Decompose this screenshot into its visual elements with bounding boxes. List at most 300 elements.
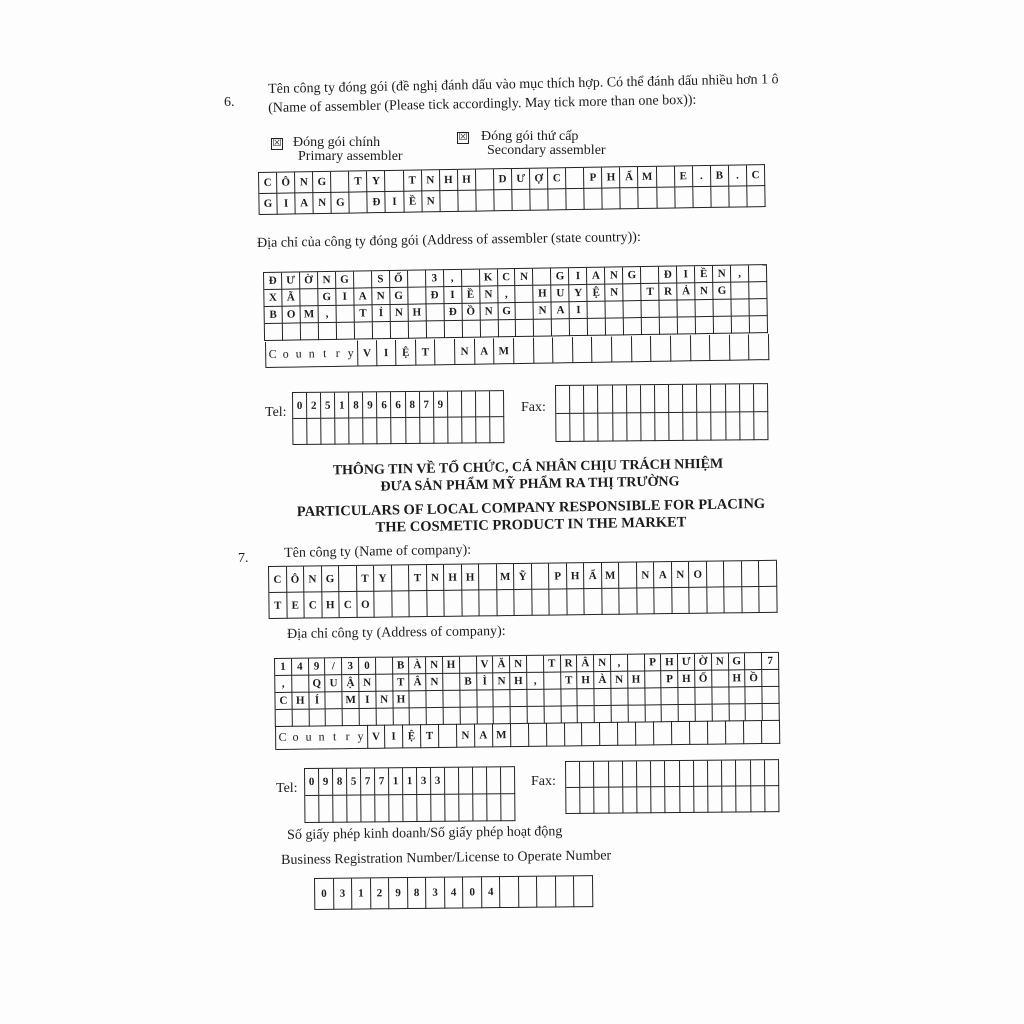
assembler-name-cell[interactable] xyxy=(476,169,494,190)
country-value-cell[interactable] xyxy=(636,721,654,745)
country-value-cell[interactable]: M xyxy=(493,723,511,747)
company-name-cell[interactable]: N xyxy=(637,562,655,588)
company-address-cell[interactable] xyxy=(443,691,460,708)
company-fax-cell[interactable] xyxy=(566,762,580,788)
assembler-tel-blank-cell[interactable] xyxy=(448,418,462,444)
company-fax-cell[interactable] xyxy=(580,788,594,814)
assembler-address-cell[interactable]: 3 xyxy=(426,270,444,287)
country-value-cell[interactable] xyxy=(672,721,690,745)
company-fax-cell[interactable] xyxy=(637,761,651,787)
assembler-fax-cell[interactable] xyxy=(655,385,669,413)
assembler-fax-cell[interactable] xyxy=(669,385,683,413)
company-name-cell[interactable] xyxy=(462,590,480,616)
assembler-name-cell[interactable] xyxy=(675,187,693,208)
assembler-name-cell[interactable]: H xyxy=(458,170,476,191)
assembler-tel-cell[interactable]: 7 xyxy=(420,392,434,418)
company-address-cell[interactable]: P xyxy=(662,671,679,688)
company-address-cell[interactable]: H xyxy=(443,657,460,674)
assembler-tel-cell[interactable]: 0 xyxy=(293,393,307,419)
company-fax-grid[interactable] xyxy=(565,759,779,814)
country-value-cell[interactable]: N xyxy=(455,339,475,365)
company-address-cell[interactable]: H xyxy=(510,673,527,690)
company-tel-blank-cell[interactable] xyxy=(445,795,459,822)
assembler-fax-cell[interactable] xyxy=(627,385,641,413)
company-address-cell[interactable] xyxy=(712,670,729,687)
assembler-address-cell[interactable]: G xyxy=(551,268,569,285)
license-number-cell[interactable] xyxy=(556,876,575,907)
assembler-address-cell[interactable] xyxy=(552,319,570,336)
assembler-address-cell[interactable]: A xyxy=(587,268,605,285)
company-name-cell[interactable] xyxy=(409,591,427,617)
license-number-cell[interactable]: 0 xyxy=(315,879,334,910)
company-fax-cell[interactable] xyxy=(651,761,665,787)
assembler-address-cell[interactable]: N xyxy=(390,305,408,322)
assembler-tel-blank-cell[interactable] xyxy=(293,419,307,445)
assembler-address-cell[interactable]: C xyxy=(498,269,516,286)
assembler-name-cell[interactable]: G xyxy=(313,172,331,193)
country-value-cell[interactable]: N xyxy=(457,724,475,748)
company-address-cell[interactable] xyxy=(746,704,763,721)
company-address-cell[interactable] xyxy=(477,690,494,707)
company-name-cell[interactable]: M xyxy=(497,564,515,590)
company-address-cell[interactable] xyxy=(746,687,763,704)
company-address-cell[interactable]: R xyxy=(561,655,578,672)
assembler-tel-blank-cell[interactable] xyxy=(420,418,434,444)
company-tel-cell[interactable] xyxy=(445,768,459,795)
assembler-address-cell[interactable] xyxy=(336,306,354,323)
assembler-tel-grid[interactable] xyxy=(292,390,504,445)
assembler-name-cell[interactable]: . xyxy=(693,166,711,187)
country-value-cell[interactable] xyxy=(749,334,769,360)
assembler-name-cell[interactable]: N xyxy=(422,170,440,191)
company-address-cell[interactable]: M xyxy=(343,692,360,709)
assembler-address-cell[interactable] xyxy=(606,318,624,335)
assembler-address-cell[interactable] xyxy=(516,286,534,303)
license-number-cell[interactable]: 0 xyxy=(463,877,482,908)
company-address-cell[interactable]: , xyxy=(275,676,292,693)
assembler-fax-cell[interactable] xyxy=(641,413,655,441)
license-number-grid[interactable] xyxy=(314,875,593,910)
assembler-address-cell[interactable] xyxy=(516,320,534,337)
company-address-cell[interactable] xyxy=(595,706,612,723)
company-address-cell[interactable] xyxy=(612,706,629,723)
company-address-cell[interactable] xyxy=(511,690,528,707)
company-address-cell[interactable] xyxy=(527,690,544,707)
assembler-fax-cell[interactable] xyxy=(697,385,711,413)
assembler-address-cell[interactable] xyxy=(533,268,551,285)
company-name-cell[interactable] xyxy=(480,590,498,616)
company-address-cell[interactable] xyxy=(611,689,628,706)
company-address-cell[interactable] xyxy=(696,705,713,722)
assembler-tel-blank-cell[interactable] xyxy=(406,418,420,444)
assembler-name-cell[interactable]: C xyxy=(259,173,277,194)
assembler-fax-cell[interactable] xyxy=(726,412,740,440)
company-name-cell[interactable]: G xyxy=(322,566,340,592)
assembler-name-cell[interactable]: M xyxy=(638,167,656,188)
company-fax-cell[interactable] xyxy=(609,787,623,813)
company-tel-blank-cell[interactable] xyxy=(431,795,445,822)
company-address-cell[interactable] xyxy=(444,708,461,725)
country-value-cell[interactable]: A xyxy=(475,723,493,747)
country-value-cell[interactable]: A xyxy=(475,338,495,364)
company-address-cell[interactable]: N xyxy=(359,675,376,692)
country-value-cell[interactable]: Ệ xyxy=(396,340,416,366)
company-address-cell[interactable] xyxy=(460,657,477,674)
company-address-cell[interactable]: T xyxy=(561,672,578,689)
assembler-address-cell[interactable]: Đ xyxy=(426,287,444,304)
assembler-address-cell[interactable]: U xyxy=(552,285,570,302)
company-fax-cell[interactable] xyxy=(623,761,637,787)
assembler-name-cell[interactable] xyxy=(657,166,675,187)
assembler-fax-cell[interactable] xyxy=(712,413,726,441)
assembler-name-cell[interactable] xyxy=(512,190,530,211)
country-value-cell[interactable] xyxy=(690,721,708,745)
company-name-cell[interactable]: A xyxy=(654,562,672,588)
company-fax-cell[interactable] xyxy=(637,787,651,813)
company-address-cell[interactable] xyxy=(410,691,427,708)
assembler-tel-cell[interactable]: 5 xyxy=(321,393,335,419)
assembler-address-cell[interactable] xyxy=(408,287,426,304)
license-number-cell[interactable] xyxy=(519,877,538,908)
company-tel-cell[interactable]: 9 xyxy=(319,769,333,796)
company-address-cell[interactable] xyxy=(763,687,780,704)
assembler-name-cell[interactable]: N xyxy=(295,172,313,193)
company-name-cell[interactable] xyxy=(759,561,777,587)
assembler-address-cell[interactable]: N xyxy=(695,283,713,300)
country-value-cell[interactable] xyxy=(710,335,730,361)
company-address-cell[interactable] xyxy=(292,676,309,693)
company-fax-cell[interactable] xyxy=(751,786,765,812)
company-name-cell[interactable]: C xyxy=(339,592,357,618)
assembler-address-cell[interactable]: I xyxy=(569,268,587,285)
company-name-cell[interactable] xyxy=(707,561,725,587)
assembler-address-cell[interactable] xyxy=(606,301,624,318)
assembler-address-cell[interactable] xyxy=(426,321,444,338)
license-number-cell[interactable] xyxy=(574,876,593,907)
assembler-address-cell[interactable]: Ỉ xyxy=(372,305,390,322)
assembler-address-cell[interactable] xyxy=(283,323,301,340)
company-address-cell[interactable] xyxy=(393,708,410,725)
assembler-name-cell[interactable]: P xyxy=(584,168,602,189)
company-fax-cell[interactable] xyxy=(665,761,679,787)
company-address-cell[interactable] xyxy=(443,674,460,691)
company-address-cell[interactable] xyxy=(527,656,544,673)
assembler-address-cell[interactable]: M xyxy=(300,306,318,323)
company-name-cell[interactable]: N xyxy=(672,562,690,588)
company-address-cell[interactable]: H xyxy=(393,691,410,708)
company-name-cell[interactable] xyxy=(619,562,637,588)
assembler-tel-blank-cell[interactable] xyxy=(490,417,504,443)
assembler-tel-cell[interactable] xyxy=(448,392,462,418)
assembler-address-cell[interactable] xyxy=(300,289,318,306)
company-address-cell[interactable] xyxy=(561,689,578,706)
assembler-name-cell[interactable]: I xyxy=(386,192,404,213)
company-name-cell[interactable] xyxy=(479,564,497,590)
company-name-cell[interactable]: T xyxy=(409,565,427,591)
company-tel-cell[interactable]: 1 xyxy=(403,768,417,795)
company-address-cell[interactable]: À xyxy=(409,657,426,674)
company-address-cell[interactable]: Ì xyxy=(477,673,494,690)
assembler-tel-blank-cell[interactable] xyxy=(307,419,321,445)
company-tel-cell[interactable]: 8 xyxy=(333,769,347,796)
company-address-cell[interactable] xyxy=(376,658,393,675)
assembler-address-cell[interactable]: Ệ xyxy=(588,285,606,302)
assembler-name-cell[interactable] xyxy=(350,192,368,213)
company-fax-cell[interactable] xyxy=(609,761,623,787)
assembler-name-cell[interactable]: N xyxy=(314,193,332,214)
company-country-row[interactable] xyxy=(275,720,780,750)
company-address-cell[interactable] xyxy=(460,708,477,725)
company-name-cell[interactable] xyxy=(620,588,638,614)
company-address-cell[interactable]: N xyxy=(494,673,511,690)
company-address-cell[interactable]: V xyxy=(477,656,494,673)
assembler-address-cell[interactable] xyxy=(749,282,767,299)
assembler-fax-cell[interactable] xyxy=(669,413,683,441)
company-tel-blank-cell[interactable] xyxy=(389,795,403,822)
assembler-address-cell[interactable]: I xyxy=(677,266,695,283)
company-address-cell[interactable] xyxy=(578,706,595,723)
assembler-address-cell[interactable] xyxy=(714,300,732,317)
assembler-name-cell[interactable] xyxy=(476,190,494,211)
assembler-address-cell[interactable]: H xyxy=(408,304,426,321)
country-value-cell[interactable] xyxy=(730,334,750,360)
company-address-cell[interactable]: 1 xyxy=(275,659,292,676)
assembler-address-cell[interactable] xyxy=(373,322,391,339)
company-address-cell[interactable]: G xyxy=(729,653,746,670)
company-name-cell[interactable] xyxy=(724,561,742,587)
assembler-address-cell[interactable] xyxy=(337,323,355,340)
company-tel-blank-cell[interactable] xyxy=(417,795,431,822)
company-name-cell[interactable]: M xyxy=(602,563,620,589)
assembler-name-cell[interactable] xyxy=(567,189,585,210)
assembler-name-cell[interactable]: Ô xyxy=(277,172,295,193)
license-number-cell[interactable]: 3 xyxy=(426,878,445,909)
license-number-cell[interactable] xyxy=(500,877,519,908)
assembler-fax-cell[interactable] xyxy=(627,413,641,441)
assembler-address-cell[interactable]: G xyxy=(318,289,336,306)
license-number-cell[interactable]: 9 xyxy=(389,878,408,909)
company-fax-cell[interactable] xyxy=(595,788,609,814)
country-value-cell[interactable]: I xyxy=(385,724,403,748)
country-value-cell[interactable] xyxy=(553,337,573,363)
company-fax-cell[interactable] xyxy=(580,762,594,788)
company-address-cell[interactable]: H xyxy=(292,693,309,710)
company-fax-cell[interactable] xyxy=(680,787,694,813)
license-number-cell[interactable]: 4 xyxy=(445,877,464,908)
assembler-fax-cell[interactable] xyxy=(726,384,740,412)
assembler-name-cell[interactable]: C xyxy=(747,165,765,186)
company-address-cell[interactable] xyxy=(628,654,645,671)
company-name-cell[interactable] xyxy=(515,590,533,616)
assembler-fax-cell[interactable] xyxy=(698,413,712,441)
company-fax-cell[interactable] xyxy=(765,760,779,786)
company-name-cell[interactable]: C xyxy=(269,567,287,593)
company-name-cell[interactable] xyxy=(532,590,550,616)
assembler-fax-cell[interactable] xyxy=(570,386,584,414)
company-tel-blank-cell[interactable] xyxy=(487,794,501,821)
assembler-fax-cell[interactable] xyxy=(683,413,697,441)
assembler-address-cell[interactable] xyxy=(354,271,372,288)
company-address-cell[interactable] xyxy=(410,708,427,725)
assembler-address-cell[interactable]: Đ xyxy=(659,266,677,283)
assembler-address-cell[interactable] xyxy=(426,304,444,321)
license-number-cell[interactable]: 4 xyxy=(482,877,501,908)
company-address-cell[interactable]: Â xyxy=(577,655,594,672)
assembler-name-cell[interactable] xyxy=(729,186,747,207)
company-address-cell[interactable]: N xyxy=(510,656,527,673)
assembler-name-cell[interactable]: D xyxy=(494,169,512,190)
assembler-address-cell[interactable] xyxy=(660,300,678,317)
company-address-cell[interactable]: H xyxy=(729,670,746,687)
company-name-cell[interactable] xyxy=(672,588,690,614)
assembler-tel-blank-cell[interactable] xyxy=(462,417,476,443)
company-name-cell[interactable]: H xyxy=(462,564,480,590)
company-name-cell[interactable]: N xyxy=(427,565,445,591)
assembler-address-cell[interactable] xyxy=(624,318,642,335)
assembler-address-cell[interactable] xyxy=(732,316,750,333)
assembler-address-cell[interactable] xyxy=(301,323,319,340)
assembler-address-cell[interactable]: Ả xyxy=(677,283,695,300)
assembler-fax-cell[interactable] xyxy=(584,386,598,414)
assembler-address-cell[interactable]: Ư xyxy=(282,272,300,289)
company-fax-cell[interactable] xyxy=(737,786,751,812)
assembler-tel-blank-cell[interactable] xyxy=(349,418,363,444)
assembler-name-grid[interactable] xyxy=(258,164,766,215)
company-address-cell[interactable] xyxy=(662,705,679,722)
assembler-name-cell[interactable] xyxy=(440,191,458,212)
company-address-cell[interactable] xyxy=(292,710,309,727)
company-address-cell[interactable]: À xyxy=(594,672,611,689)
country-value-cell[interactable] xyxy=(671,335,691,361)
company-address-cell[interactable] xyxy=(427,708,444,725)
assembler-name-cell[interactable]: . xyxy=(729,165,747,186)
assembler-name-cell[interactable]: Ư xyxy=(512,169,530,190)
company-tel-cell[interactable]: 3 xyxy=(431,768,445,795)
assembler-address-cell[interactable] xyxy=(319,323,337,340)
company-name-cell[interactable] xyxy=(392,591,410,617)
company-name-cell[interactable] xyxy=(742,587,760,613)
assembler-address-cell[interactable] xyxy=(391,322,409,339)
assembler-fax-cell[interactable] xyxy=(613,413,627,441)
company-address-cell[interactable] xyxy=(729,687,746,704)
company-address-cell[interactable]: 9 xyxy=(309,658,326,675)
company-fax-cell[interactable] xyxy=(680,761,694,787)
company-fax-cell[interactable] xyxy=(736,760,750,786)
company-name-cell[interactable] xyxy=(374,591,392,617)
company-tel-cell[interactable]: 0 xyxy=(305,769,319,796)
assembler-name-cell[interactable] xyxy=(566,168,584,189)
company-tel-blank-cell[interactable] xyxy=(501,794,515,821)
assembler-fax-cell[interactable] xyxy=(683,385,697,413)
assembler-address-cell[interactable]: N xyxy=(515,269,533,286)
company-address-cell[interactable]: Ậ xyxy=(342,675,359,692)
company-address-cell[interactable] xyxy=(762,670,779,687)
assembler-fax-cell[interactable] xyxy=(711,385,725,413)
country-value-cell[interactable] xyxy=(651,336,671,362)
assembler-name-cell[interactable]: Ẩ xyxy=(620,167,638,188)
assembler-tel-cell[interactable]: 6 xyxy=(391,392,405,418)
assembler-fax-cell[interactable] xyxy=(585,414,599,442)
company-address-cell[interactable]: B xyxy=(393,657,410,674)
company-address-cell[interactable]: T xyxy=(393,674,410,691)
assembler-fax-cell[interactable] xyxy=(740,384,754,412)
assembler-tel-blank-cell[interactable] xyxy=(378,418,392,444)
license-number-cell[interactable] xyxy=(537,876,556,907)
assembler-address-cell[interactable] xyxy=(642,318,660,335)
company-name-cell[interactable] xyxy=(707,587,725,613)
assembler-address-cell[interactable] xyxy=(355,322,373,339)
company-address-cell[interactable]: N xyxy=(712,653,729,670)
assembler-name-cell[interactable] xyxy=(657,187,675,208)
company-address-cell[interactable] xyxy=(578,689,595,706)
assembler-name-cell[interactable]: I xyxy=(277,193,295,214)
assembler-address-cell[interactable]: G xyxy=(713,283,731,300)
assembler-address-cell[interactable] xyxy=(408,270,426,287)
assembler-address-cell[interactable]: Ồ xyxy=(462,304,480,321)
company-address-cell[interactable]: H xyxy=(678,671,695,688)
assembler-tel-cell[interactable] xyxy=(490,391,504,417)
company-tel-cell[interactable] xyxy=(473,767,487,794)
company-tel-blank-cell[interactable] xyxy=(375,795,389,822)
assembler-address-cell[interactable] xyxy=(498,320,516,337)
company-tel-blank-cell[interactable] xyxy=(459,795,473,822)
assembler-fax-cell[interactable] xyxy=(754,412,768,440)
country-value-cell[interactable]: I xyxy=(377,340,397,366)
company-address-cell[interactable] xyxy=(343,709,360,726)
assembler-address-cell[interactable]: G xyxy=(498,303,516,320)
company-fax-cell[interactable] xyxy=(708,761,722,787)
assembler-address-cell[interactable]: , xyxy=(731,265,749,282)
assembler-address-cell[interactable]: Ố xyxy=(390,271,408,288)
company-address-cell[interactable]: B xyxy=(460,674,477,691)
country-value-cell[interactable] xyxy=(435,339,455,365)
assembler-address-cell[interactable]: N xyxy=(534,302,552,319)
assembler-name-cell[interactable] xyxy=(621,188,639,209)
assembler-address-cell[interactable]: G xyxy=(336,272,354,289)
country-value-cell[interactable]: T xyxy=(421,724,439,748)
country-value-cell[interactable] xyxy=(564,722,582,746)
assembler-address-cell[interactable]: Đ xyxy=(444,304,462,321)
assembler-name-cell[interactable] xyxy=(585,189,603,210)
country-value-cell[interactable] xyxy=(632,336,652,362)
company-name-cell[interactable]: T xyxy=(269,593,287,619)
assembler-tel-blank-cell[interactable] xyxy=(321,419,335,445)
company-address-cell[interactable]: P xyxy=(645,654,662,671)
assembler-address-cell[interactable] xyxy=(660,317,678,334)
country-value-cell[interactable]: M xyxy=(494,338,514,364)
company-address-cell[interactable]: Ă xyxy=(493,656,510,673)
company-address-cell[interactable]: Ư xyxy=(678,654,695,671)
assembler-tel-blank-cell[interactable] xyxy=(364,418,378,444)
assembler-address-cell[interactable] xyxy=(714,317,732,334)
company-fax-cell[interactable] xyxy=(765,786,779,812)
assembler-tel-cell[interactable]: 8 xyxy=(406,392,420,418)
company-address-cell[interactable] xyxy=(511,707,528,724)
assembler-address-cell[interactable]: X xyxy=(264,290,282,307)
assembler-tel-blank-cell[interactable] xyxy=(476,417,490,443)
assembler-address-cell[interactable]: A xyxy=(552,302,570,319)
country-value-cell[interactable]: T xyxy=(416,339,436,365)
assembler-address-grid[interactable] xyxy=(263,264,768,341)
company-name-cell[interactable]: H xyxy=(567,563,585,589)
company-tel-blank-cell[interactable] xyxy=(361,795,375,822)
country-value-cell[interactable] xyxy=(592,337,612,363)
company-address-cell[interactable] xyxy=(360,709,377,726)
company-address-cell[interactable] xyxy=(645,705,662,722)
assembler-tel-cell[interactable] xyxy=(462,391,476,417)
company-address-cell[interactable] xyxy=(427,691,444,708)
company-tel-blank-cell[interactable] xyxy=(473,794,487,821)
